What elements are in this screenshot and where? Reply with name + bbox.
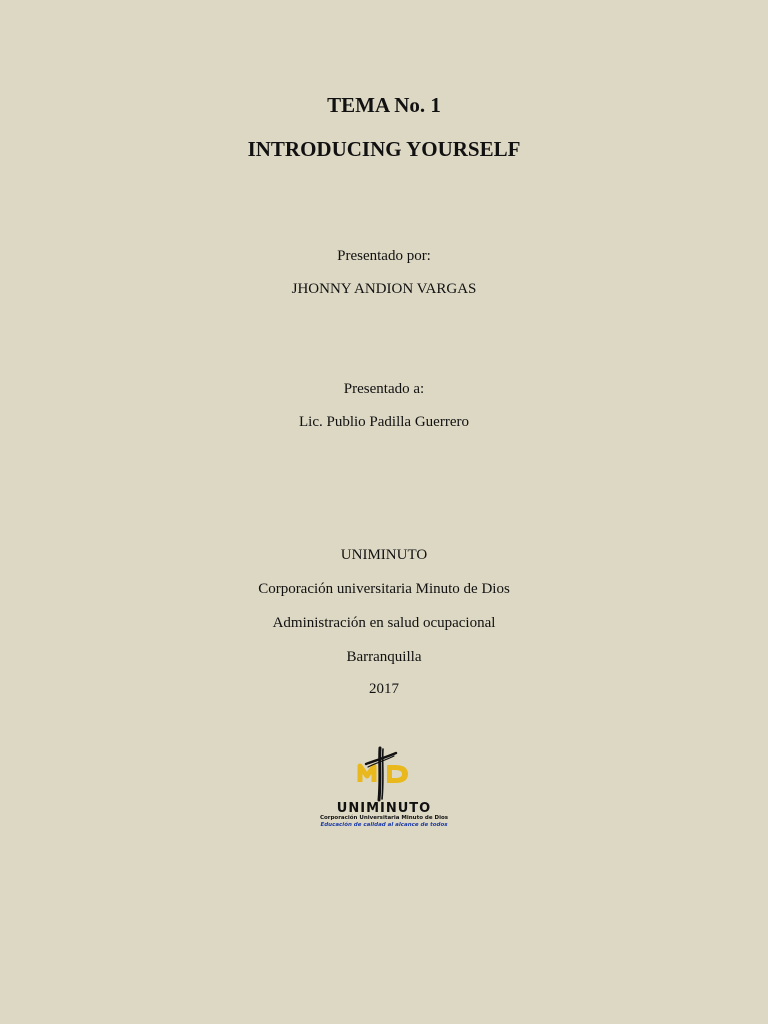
document-subtitle: INTRODUCING YOURSELF xyxy=(247,137,521,161)
document-title: TEMA No. 1 xyxy=(327,93,441,117)
city: Barranquilla xyxy=(346,649,422,665)
program-name: Administración en salud ocupacional xyxy=(272,615,496,631)
uniminuto-logo xyxy=(312,744,456,828)
year: 2017 xyxy=(369,681,399,697)
md-cross-emblem-icon xyxy=(312,744,456,802)
logo-tagline: Educación de calidad al alcance de todos xyxy=(320,822,448,828)
presented-by-label: Presentado por: xyxy=(337,248,431,264)
presented-to-label: Presentado a: xyxy=(343,381,425,397)
logo-wordmark: UNIMINUTO xyxy=(336,801,432,816)
institution-full-name: Corporación universitaria Minuto de Dios xyxy=(258,581,510,597)
logo-subtitle: Corporación Universitaria Minuto de Dios xyxy=(319,815,449,821)
author-name: JHONNY ANDION VARGAS xyxy=(291,281,477,297)
instructor-name: Lic. Publio Padilla Guerrero xyxy=(299,414,469,430)
institution-name: UNIMINUTO xyxy=(340,547,428,563)
